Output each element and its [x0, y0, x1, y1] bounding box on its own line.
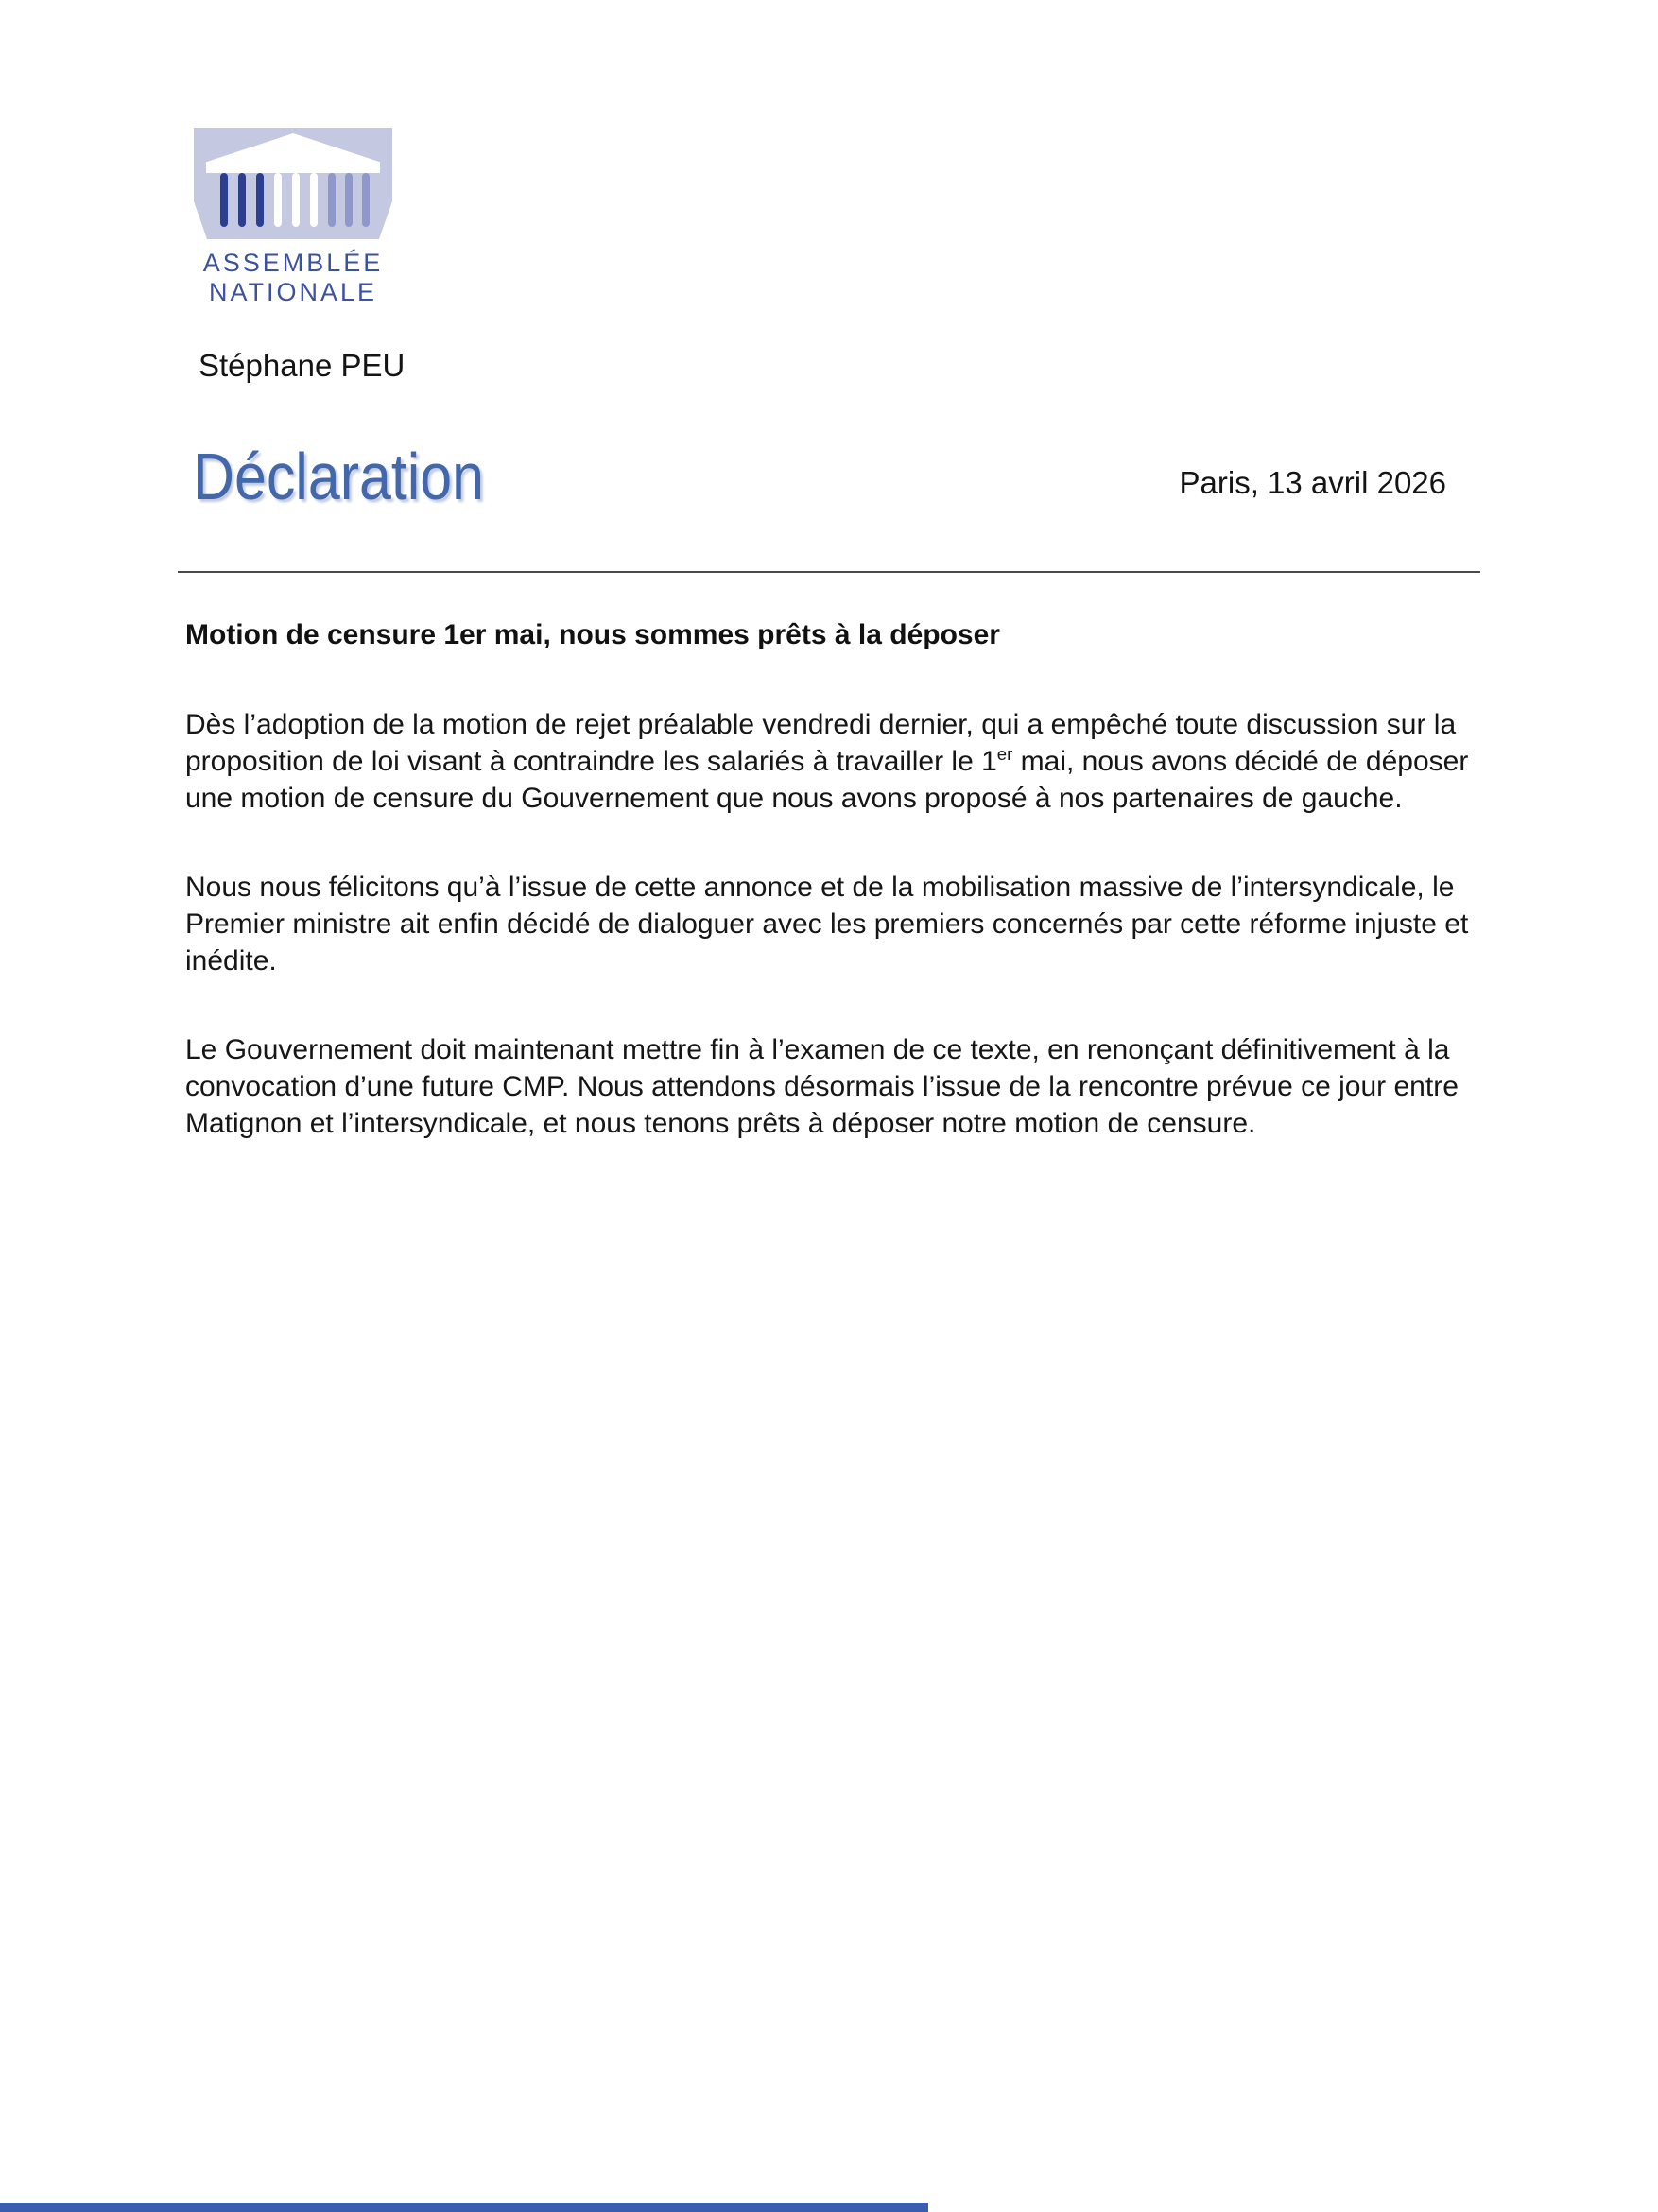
- logo-entablature: [206, 162, 380, 173]
- paragraph-2: Nous nous félicitons qu’à l’issue de cette annonce et de la mobilisation massive de l’intersyndicale, le Premier ministre ait enfin décidé de dialoguer avec les premiers concernés par cette réforme injuste et inédite.: [185, 872, 1469, 976]
- document-type-title: Déclaration: [193, 440, 485, 513]
- paragraph-1-continued: mai, nous avons décidé de déposer une motion de censure du Gouvernement que nous avons proposé à nos partenaires de gauche.: [185, 746, 1469, 814]
- ordinal-superscript: er: [996, 744, 1013, 764]
- assemblee-nationale-logo: [194, 128, 392, 307]
- logo-wordmark-line1: ASSEMBLÉE: [202, 249, 384, 277]
- document-title: Motion de censure 1er mai, nous sommes prêts à la déposer: [185, 619, 1000, 650]
- paragraph-3: Le Gouvernement doit maintenant mettre fin à l’examen de ce texte, en renonçant définitivement à la convocation d’une future CMP. Nous attendons désormais l’issue de la rencontre prévue ce jour entre Matignon et l’intersyndicale, et nous tenons prêts à déposer notre motion de censure.: [185, 1034, 1459, 1139]
- dateline: Paris, 13 avril 2026: [1179, 465, 1446, 500]
- footer-accent-bar: [0, 2203, 928, 2212]
- logo-wordmark: [194, 249, 392, 307]
- paragraph-1: [185, 706, 1480, 817]
- author-name: Stéphane PEU: [199, 348, 406, 383]
- logo-columns: [220, 173, 370, 227]
- document-body: [185, 616, 1480, 1194]
- logo-wordmark-line2: NATIONALE: [208, 278, 378, 306]
- header-divider: [178, 571, 1480, 573]
- parliament-building-icon: [194, 128, 392, 239]
- paragraph-1-text: Dès l’adoption de la motion de rejet préalable vendredi dernier, qui a empêché toute discussion sur la proposition de loi visant à contraindre les salariés à travailler le 1: [185, 709, 1457, 777]
